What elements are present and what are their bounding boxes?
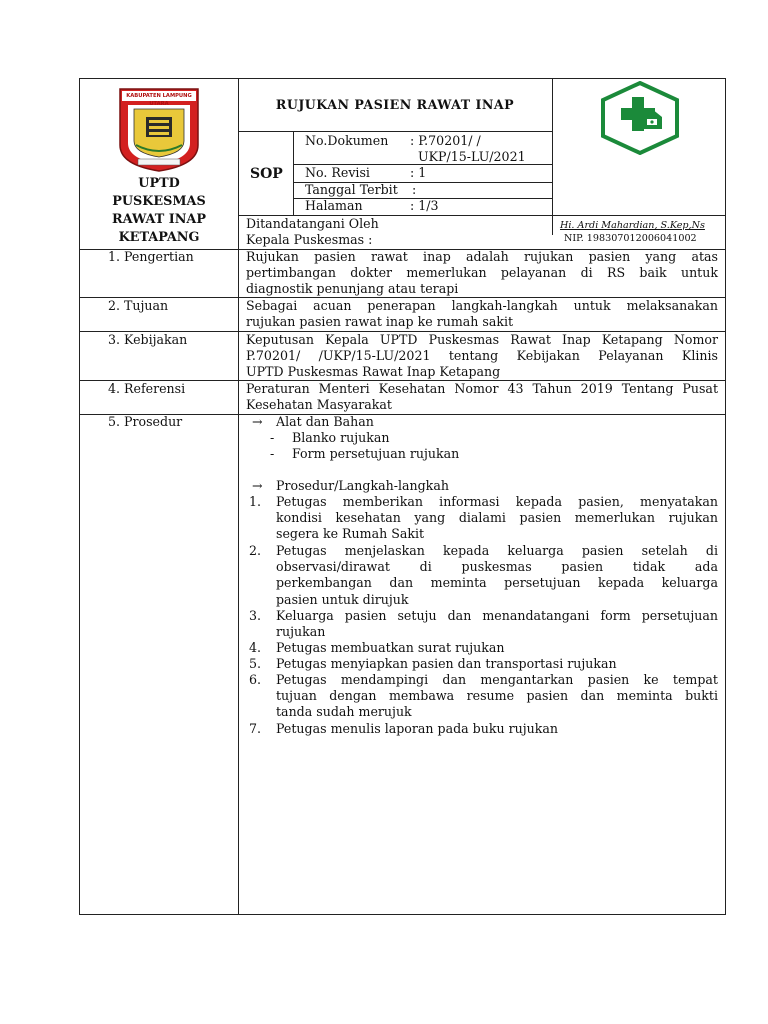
text-line: Petugas menjelaskan kepada keluarga pasien setelah di	[276, 543, 718, 558]
step-text	[276, 608, 718, 640]
divider	[238, 79, 239, 915]
issue-date-value: :	[412, 182, 417, 197]
section-label-tujuan: 2. Tujuan	[108, 298, 169, 313]
section-label-kebijakan: 3. Kebijakan	[108, 332, 188, 347]
step-text	[276, 494, 718, 543]
text-line: Kesehatan Masyarakat	[246, 397, 392, 413]
signer-name: Hi. Ardi Mahardian, S.Kep,Ns	[560, 220, 705, 231]
step-number: 6.	[249, 672, 262, 687]
step-number: 3.	[249, 608, 262, 623]
page-value: : 1/3	[410, 198, 439, 213]
step-text: Petugas menyiapkan pasien dan transportasi rujukan	[276, 656, 617, 671]
alat-item: Form persetujuan rujukan	[292, 446, 460, 461]
step-number: 4.	[249, 640, 262, 655]
text-line: observasi/dirawat di puskesmas pasien tidak ada	[276, 559, 718, 575]
step-number: 1.	[249, 494, 262, 509]
sop-label: SOP	[250, 166, 283, 182]
org-line: PUSKESMAS	[112, 194, 206, 209]
pengertian-text	[246, 249, 718, 298]
text-line: tanda sudah merujuk	[276, 704, 412, 720]
step-text: Petugas menulis laporan pada buku rujukan	[276, 721, 558, 736]
signed-by-title: Kepala Puskesmas :	[246, 232, 373, 247]
text-line: kondisi kesehatan yang dialami pasien memerlukan rujukan	[276, 510, 718, 526]
text-line: rujukan	[276, 624, 326, 640]
dash-icon: -	[270, 430, 275, 445]
doc-number-value-2: UKP/15-LU/2021	[418, 149, 526, 164]
org-name	[80, 175, 238, 247]
text-line: pertimbangan dokter memerlukan pelayanan di RS baik untuk	[246, 265, 718, 281]
health-center-logo	[598, 81, 682, 155]
arrow-icon: →	[252, 414, 263, 429]
divider	[238, 131, 552, 132]
alat-heading: Alat dan Bahan	[276, 414, 374, 429]
section-label-pengertian: 1. Pengertian	[108, 249, 194, 264]
text-line: Keputusan Kepala UPTD Puskesmas Rawat Inap Ketapang Nomor	[246, 332, 718, 347]
divider	[552, 131, 553, 215]
step-number: 2.	[249, 543, 262, 558]
text-line: Rujukan pasien rawat inap adalah rujukan pasien yang atas	[246, 249, 718, 264]
doc-number-label: No.Dokumen	[305, 133, 389, 148]
text-line: Sebagai acuan penerapan langkah-langkah untuk melaksanakan	[246, 298, 718, 313]
signed-by-label: Ditandatangani Oleh	[246, 216, 379, 231]
page-label: Halaman	[305, 198, 363, 213]
section-label-referensi: 4. Referensi	[108, 381, 186, 396]
org-line: RAWAT INAP	[112, 212, 206, 227]
alat-item: Blanko rujukan	[292, 430, 390, 445]
arrow-icon: →	[252, 478, 263, 493]
text-line: Petugas memberikan informasi kepada pasien, menyatakan	[276, 494, 718, 509]
text-line: UPTD Puskesmas Rawat Inap Ketapang	[246, 364, 501, 380]
text-line: pasien untuk dirujuk	[276, 591, 409, 607]
doc-number-value: : P.70201/ /	[410, 133, 481, 148]
step-number: 7.	[249, 721, 262, 736]
kebijakan-text	[246, 332, 718, 381]
document-title: RUJUKAN PASIEN RAWAT INAP	[275, 97, 515, 112]
divider	[293, 131, 294, 215]
step-text	[276, 672, 718, 721]
step-text	[276, 543, 718, 608]
revision-label: No. Revisi	[305, 165, 370, 180]
text-line: P.70201/ /UKP/15-LU/2021 tentang Kebijakan Pelayanan Klinis	[246, 348, 718, 364]
text-line: tujuan dengan membawa resume pasien dan meminta bukti	[276, 688, 718, 704]
text-line: rujukan pasien rawat inap ke rumah sakit	[246, 314, 514, 330]
text-line: Petugas mendampingi dan mengantarkan pasien ke tempat	[276, 672, 718, 687]
step-number: 5.	[249, 656, 262, 671]
tujuan-text	[246, 298, 718, 330]
text-line: diagnostik penunjang atau terapi	[246, 281, 459, 297]
regency-logo	[118, 87, 200, 173]
issue-date-label: Tanggal Terbit	[305, 182, 398, 197]
dash-icon: -	[270, 446, 275, 461]
logo-caption: KABUPATEN LAMPUNG UTARA	[126, 93, 192, 107]
revision-value: : 1	[410, 165, 427, 180]
sop-document-frame	[79, 78, 726, 915]
langkah-heading: Prosedur/Langkah-langkah	[276, 478, 449, 493]
org-line: KETAPANG	[118, 230, 200, 245]
text-line: segera ke Rumah Sakit	[276, 526, 425, 542]
text-line: perkembangan dan meminta persetujuan kepada keluarga	[276, 575, 718, 591]
referensi-text	[246, 381, 718, 413]
text-line: Peraturan Menteri Kesehatan Nomor 43 Tahun 2019 Tentang Pusat	[246, 381, 718, 396]
signer-nip: NIP. 198307012006041002	[564, 233, 697, 244]
step-text: Petugas membuatkan surat rujukan	[276, 640, 505, 655]
text-line: Keluarga pasien setuju dan menandatangani form persetujuan	[276, 608, 718, 623]
section-label-prosedur: 5. Prosedur	[108, 414, 183, 429]
org-line: UPTD	[138, 176, 180, 191]
